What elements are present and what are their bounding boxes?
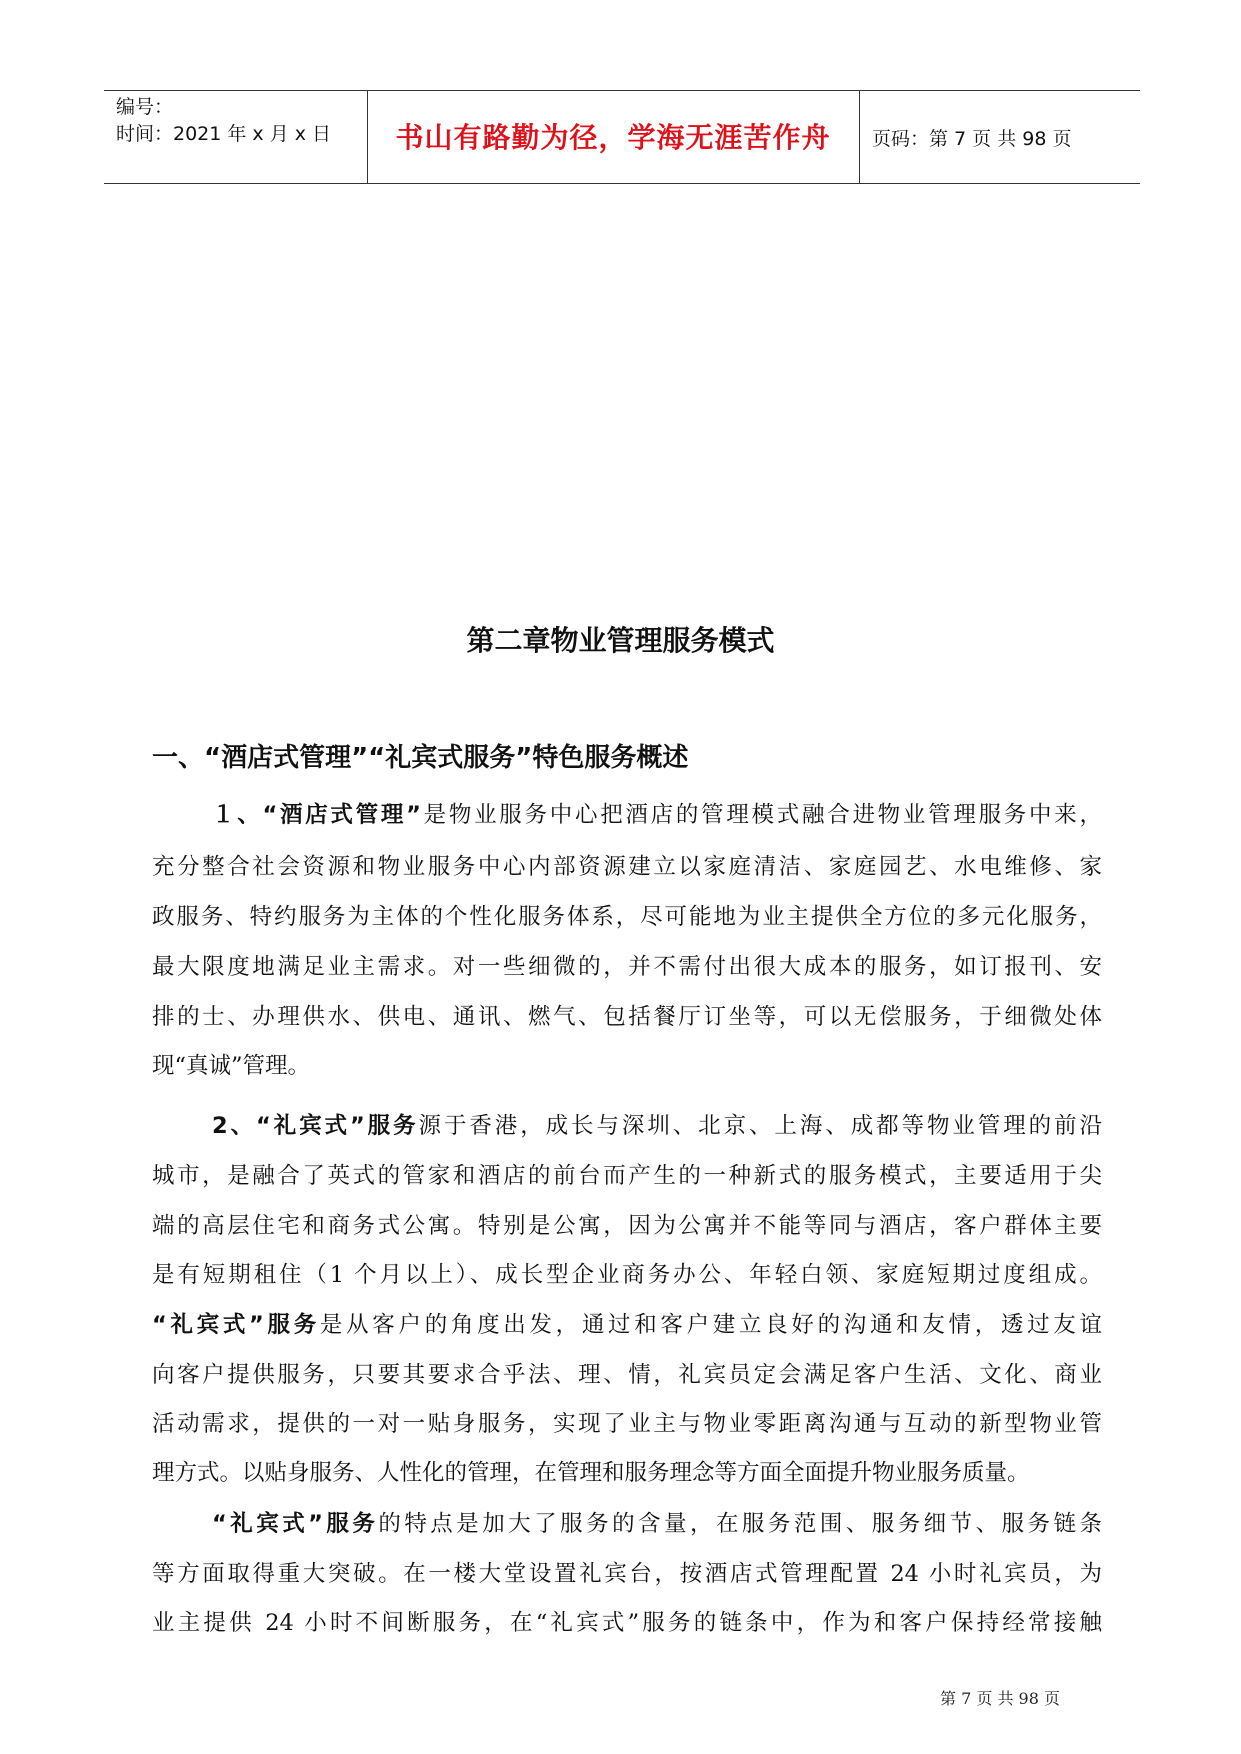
p1-line-5: 排的士、办理供水、供电、通讯、燃气、包括餐厅订坐等，可以无偿服务，于细微处体	[152, 1004, 1102, 1030]
p3-line-2: 等方面取得重大突破。在一楼大堂设置礼宾台，按酒店式管理配置 24 小时礼宾员，为	[152, 1561, 1102, 1587]
p2-line-5-text: 是从客户的角度出发，通过和客户建立良好的沟通和友情，透过友谊	[319, 1312, 1102, 1338]
p2-line-6: 向客户提供服务，只要其要求合乎法、理、情，礼宾员定会满足客户生活、文化、商业	[152, 1362, 1102, 1388]
p1-line-4: 最大限度地满足业主需求。对一些细微的，并不需付出很大成本的服务，如订报刊、安	[152, 954, 1102, 980]
header-top-rule	[104, 90, 1140, 91]
p3-term: “礼宾式”服务	[212, 1511, 379, 1537]
p3-line-3: 业主提供 24 小时不间断服务，在“礼宾式”服务的链条中，作为和客户保持经常接触	[152, 1610, 1102, 1636]
p1-term: “酒店式管理”	[262, 802, 421, 828]
header-meta	[116, 94, 331, 148]
p1-number: １、	[212, 802, 263, 828]
header-divider-right	[859, 90, 860, 183]
p2-line-5	[152, 1307, 1102, 1339]
p2-line-1	[212, 1108, 1102, 1140]
p1-line-1-text: 是物业服务中心把酒店的管理模式融合进物业管理服务中来，	[420, 802, 1102, 828]
header-bottom-rule	[104, 183, 1140, 184]
p2-line-2: 城市，是融合了英式的管家和酒店的前台而产生的一种新式的服务模式，主要适用于尖	[152, 1163, 1102, 1189]
p3-line-1-text: 的特点是加大了服务的含量，在服务范围、服务细节、服务链条	[378, 1511, 1102, 1537]
p1-line-6: 现“真诚”管理。	[152, 1053, 311, 1079]
p2-term: 2、“礼宾式”服务	[212, 1113, 419, 1139]
chapter-title: 第二章物业管理服务模式	[466, 624, 775, 657]
section-title: 一、“酒店式管理”“礼宾式服务”特色服务概述	[152, 743, 689, 773]
p2-line-7: 活动需求，提供的一对一贴身服务，实现了业主与物业零距离沟通与互动的新型物业管	[152, 1411, 1102, 1437]
page-footer: 第 7 页 共 98 页	[940, 1689, 1060, 1708]
p2-line-3: 端的高层住宅和商务式公寓。特别是公寓，因为公寓并不能等同与酒店，客户群体主要	[152, 1213, 1102, 1239]
header-page-label: 页码：第 7 页 共 98 页	[872, 128, 1072, 150]
p2-line-1-text: 源于香港，成长与深圳、北京、上海、成都等物业管理的前沿	[418, 1113, 1102, 1139]
doc-number-label: 编号：	[116, 96, 174, 118]
header-motto: 书山有路勤为径，学海无涯苦作舟	[395, 121, 831, 154]
p1-line-1	[212, 797, 1102, 829]
p2-term-2: “礼宾式”服务	[152, 1312, 320, 1338]
p2-line-8: 理方式。以贴身服务、人性化的管理，在管理和服务理念等方面全面提升物业服务质量。	[152, 1460, 1030, 1486]
p2-line-4: 是有短期租住（1 个月以上）、成长型企业商务办公、年轻白领、家庭短期过度组成。	[152, 1262, 1102, 1288]
p1-line-3: 政服务、特约服务为主体的个性化服务体系，尽可能地为业主提供全方位的多元化服务，	[152, 904, 1102, 930]
p1-line-2: 充分整合社会资源和物业服务中心内部资源建立以家庭清洁、家庭园艺、水电维修、家	[152, 854, 1102, 880]
p3-line-1	[212, 1506, 1102, 1538]
doc-time-label: 时间：2021 年 x 月 x 日	[116, 123, 332, 145]
